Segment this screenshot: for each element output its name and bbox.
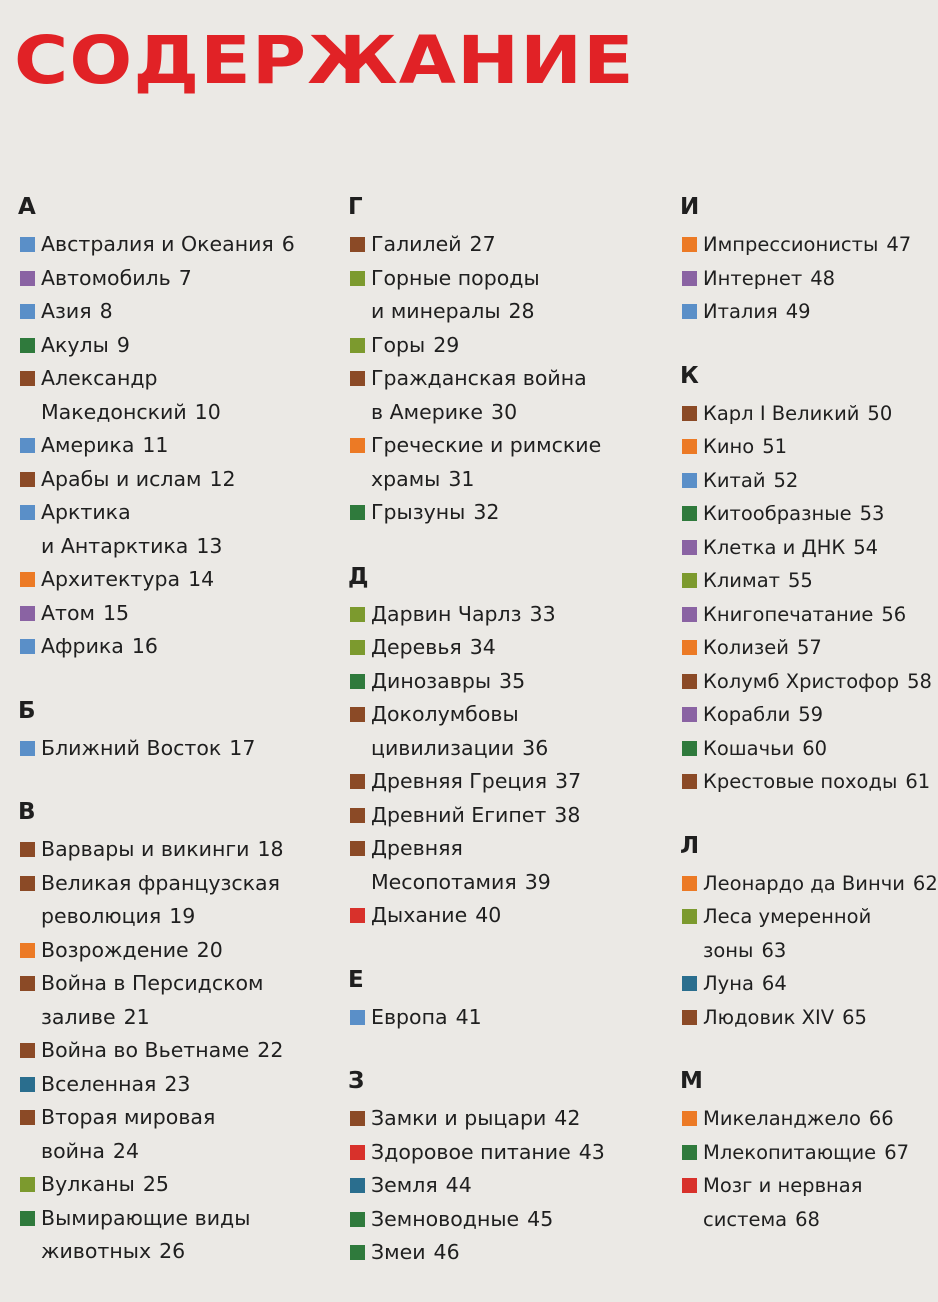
toc-entry[interactable] [348,262,648,329]
toc-entry[interactable] [348,1203,648,1237]
entry-title: Дыхание [371,903,468,927]
category-color-square [682,1111,697,1126]
entry-page-number: 59 [798,703,824,726]
entry-title: Великая французская революция [41,870,280,928]
toc-entry[interactable] [18,496,318,563]
toc-entry[interactable] [680,531,920,565]
entry-title: Архитектура [41,567,181,591]
entry-page-number: 18 [257,837,284,861]
entry-title: Акулы [41,332,109,357]
toc-entry[interactable] [348,832,648,899]
entry-title: Людовик XIV [703,1005,835,1029]
entry-title: Клетка и ДНК [703,535,846,559]
toc-section [348,192,648,530]
entry-title: Мозг и нервная система [703,1174,863,1231]
entry-page-number: 67 [884,1140,910,1164]
entry-page-number: 55 [788,569,813,592]
toc-entry[interactable] [348,362,648,429]
entry-page-number: 41 [455,1004,482,1029]
category-color-square [20,304,35,319]
entry-page-number: 30 [491,399,518,424]
category-color-square [682,876,697,891]
entry-page-number: 11 [142,433,169,457]
toc-entry[interactable] [680,665,932,699]
category-color-square [20,639,35,654]
entry-page-number: 64 [761,972,787,995]
entry-title: Деревья [371,635,462,659]
entry-title: Арктика и Антарктика [41,500,189,558]
category-color-square [20,1110,35,1125]
category-color-square [20,338,35,353]
entry-page-number: 21 [123,1004,150,1029]
category-color-square [20,1043,35,1058]
category-color-square [20,976,35,991]
entry-page-number: 49 [785,300,811,323]
toc-section [680,192,920,329]
entry-title: Вулканы [41,1172,135,1196]
toc-entry[interactable] [348,1001,648,1035]
category-color-square [350,237,365,252]
toc-entry[interactable] [680,262,920,296]
entry-title: Карл I Великий [703,401,860,425]
toc-entry[interactable] [680,631,920,665]
entry-page-number: 8 [99,299,113,323]
category-color-square [682,909,697,924]
category-color-square [682,540,697,555]
entry-page-number: 16 [131,634,158,658]
category-color-square [682,674,697,689]
entry-page-number: 62 [912,871,938,895]
toc-entry[interactable] [680,900,920,967]
category-color-square [682,741,697,756]
toc-entry[interactable] [348,899,648,933]
entry-title: Луна [703,972,754,995]
entry-title: Древняя Греция [371,769,548,793]
toc-entry[interactable] [680,765,931,799]
category-color-square [350,607,365,622]
category-color-square [682,640,697,655]
category-color-square [20,1177,35,1192]
toc-entry[interactable] [680,967,920,1001]
category-color-square [682,976,697,991]
entry-page-number: 50 [867,401,893,425]
toc-entry[interactable] [18,329,318,363]
entry-title: Вторая мировая война [41,1105,216,1163]
toc-entry[interactable] [680,397,920,431]
toc-entry[interactable] [18,563,318,597]
entry-page-number: 40 [475,903,502,927]
toc-entry[interactable] [18,597,318,631]
category-color-square [20,505,35,520]
toc-entry[interactable] [18,833,318,867]
entry-page-number: 57 [796,636,822,659]
category-color-square [350,774,365,789]
entry-title: Арабы и ислам [41,466,202,491]
toc-entry[interactable] [348,698,648,765]
entry-page-number: 13 [196,533,223,558]
category-color-square [350,338,365,353]
section-letter: В [18,799,36,825]
entry-page-number: 26 [159,1239,186,1263]
category-color-square [682,707,697,722]
entry-title: Млекопитающие [703,1140,877,1164]
section-letter: Д [348,563,369,590]
toc-entry[interactable] [18,732,318,766]
category-color-square [20,371,35,386]
section-letter: И [680,194,700,220]
category-color-square [682,607,697,622]
entry-page-number: 25 [142,1172,169,1196]
toc-entry[interactable] [18,867,318,934]
category-color-square [350,1212,365,1227]
entry-page-number: 68 [795,1207,820,1231]
toc-entry[interactable] [348,1102,648,1136]
entry-page-number: 66 [868,1107,894,1130]
entry-title: Леса умеренной зоны [703,905,872,962]
category-color-square [350,640,365,655]
category-color-square [682,774,697,789]
toc-entry[interactable] [680,1102,920,1136]
toc-entry[interactable] [348,598,648,632]
category-color-square [682,406,697,421]
category-color-square [20,438,35,453]
entry-title: Земноводные [371,1206,520,1231]
section-letter: Г [348,194,363,220]
toc-entry[interactable] [18,362,318,429]
toc-entry[interactable] [348,496,648,530]
toc-section [680,1066,920,1236]
category-color-square [20,741,35,756]
toc-entry[interactable] [680,732,920,766]
toc-entry[interactable] [18,1068,318,1102]
entry-page-number: 46 [433,1240,460,1264]
entry-page-number: 47 [886,233,912,256]
toc-entry[interactable] [18,429,318,463]
category-color-square [682,237,697,252]
entry-title: Колизей [703,636,789,659]
entry-title: Австралия и Океания [41,232,274,256]
entry-title: Война во Вьетнаме [41,1038,250,1062]
entry-title: Галилей [371,232,462,256]
entry-page-number: 54 [853,535,879,559]
toc-section [18,797,318,1269]
category-color-square [682,506,697,521]
entry-title: Кошачьи [703,736,795,760]
category-color-square [350,674,365,689]
toc-entry[interactable] [348,1169,648,1203]
entry-page-number: 7 [178,265,192,290]
toc-column-3 [680,192,938,1268]
category-color-square [350,908,365,923]
category-color-square [350,1245,365,1260]
entry-page-number: 52 [773,468,799,492]
entry-page-number: 36 [522,735,549,760]
entry-title: Вымирающие виды животных [41,1205,251,1263]
entry-page-number: 29 [433,332,460,357]
category-color-square [20,472,35,487]
toc-entry[interactable] [680,497,920,531]
entry-page-number: 42 [554,1106,581,1130]
entry-title: Замки и рыцари [371,1106,547,1130]
category-color-square [682,439,697,454]
toc-entry[interactable] [680,867,938,901]
toc-entry[interactable] [18,228,318,262]
toc-entry[interactable] [18,934,318,968]
entry-title: Дарвин Чарлз [371,601,522,626]
category-color-square [20,943,35,958]
entry-title: Здоровое питание [371,1139,571,1164]
entry-title: Вселенная [41,1071,157,1096]
category-color-square [682,1010,697,1025]
category-color-square [350,808,365,823]
category-color-square [350,271,365,286]
toc-entry[interactable] [348,631,648,665]
entry-page-number: 9 [116,332,130,357]
toc-entry[interactable] [348,329,648,363]
entry-title: Импрессионисты [703,233,879,256]
toc-entry[interactable] [680,430,920,464]
toc-entry[interactable] [680,464,920,498]
category-color-square [682,1145,697,1160]
toc-entry[interactable] [18,1168,318,1202]
section-letter: А [18,194,36,220]
category-color-square [350,1178,365,1193]
entry-title: Древняя Месопотамия [371,836,517,894]
entry-title: Китообразные [703,502,852,525]
entry-page-number: 33 [529,601,556,626]
entry-title: Доколумбовы цивилизации [371,702,519,760]
entry-page-number: 19 [169,904,196,928]
entry-page-number: 43 [578,1139,605,1164]
toc-entry[interactable] [348,1136,648,1170]
entry-title: Америка [41,433,135,457]
entry-title: Европа [371,1004,448,1029]
entry-title: Колумб Христофор [703,669,900,693]
entry-title: Земля [371,1173,438,1197]
entry-title: Варвары и викинги [41,837,250,861]
entry-page-number: 53 [859,502,885,525]
category-color-square [20,572,35,587]
category-color-square [20,237,35,252]
category-color-square [20,606,35,621]
toc-section [18,192,318,664]
toc-entry[interactable] [18,262,318,296]
category-color-square [682,573,697,588]
entry-title: Война в Персидском заливе [41,971,264,1029]
category-color-square [350,1111,365,1126]
entry-page-number: 44 [445,1173,472,1197]
toc-entry[interactable] [680,295,920,329]
toc-section [348,562,648,933]
toc-entry[interactable] [680,698,920,732]
entry-title: Грызуны [371,500,466,524]
entry-title: Возрождение [41,937,189,962]
category-color-square [20,842,35,857]
entry-page-number: 45 [527,1206,554,1231]
entry-title: Греческие и римские храмы [371,433,602,491]
category-color-square [350,1145,365,1160]
entry-page-number: 34 [469,635,496,659]
category-color-square [350,505,365,520]
toc-entry[interactable] [680,1136,920,1170]
entry-page-number: 39 [524,869,551,894]
entry-title: Горные породы и минералы [371,265,540,323]
entry-page-number: 24 [112,1138,140,1163]
entry-title: Африка [41,634,124,658]
toc-entry[interactable] [18,630,318,664]
toc-entry[interactable] [18,295,318,329]
entry-title: Интернет [703,266,803,290]
toc-section [680,831,938,1035]
entry-title: Китай [703,468,766,492]
entry-page-number: 60 [802,736,828,760]
category-color-square [350,1010,365,1025]
entry-title: Леонардо да Винчи [703,871,905,895]
entry-page-number: 23 [164,1071,191,1096]
toc-entry[interactable] [680,1001,920,1035]
entry-page-number: 51 [762,435,788,458]
section-letter: Б [18,697,36,724]
category-color-square [682,271,697,286]
toc-entry[interactable] [18,1034,318,1068]
entry-page-number: 20 [196,937,223,962]
entry-page-number: 28 [508,299,535,323]
toc-column-2 [348,192,648,1302]
toc-entry[interactable] [348,429,648,496]
category-color-square [682,473,697,488]
entry-title: Ближний Восток [41,735,222,760]
section-letter: Л [680,832,700,859]
category-color-square [682,304,697,319]
section-letter: К [680,362,699,389]
entry-title: Крестовые походы [703,770,898,793]
page-title: СОДЕРЖАНИЕ [14,22,635,99]
entry-title: Горы [371,332,426,357]
entry-page-number: 63 [761,938,787,962]
entry-title: Корабли [703,703,791,726]
toc-entry[interactable] [348,1236,648,1270]
section-letter: Е [348,966,364,993]
toc-entry[interactable] [18,1202,318,1269]
entry-page-number: 12 [209,466,236,491]
entry-title: Азия [41,299,92,323]
category-color-square [350,371,365,386]
entry-page-number: 35 [499,668,526,693]
entry-page-number: 22 [257,1038,284,1062]
entry-page-number: 14 [188,567,215,591]
entry-page-number: 6 [281,232,295,256]
entry-title: Гражданская война в Америке [371,366,587,424]
entry-page-number: 61 [905,770,931,793]
toc-section [18,696,318,766]
entry-page-number: 32 [473,500,500,524]
category-color-square [350,841,365,856]
entry-title: Древний Египет [371,802,547,827]
toc-entry[interactable] [348,765,648,799]
entry-page-number: 58 [907,669,932,693]
entry-page-number: 38 [554,802,581,827]
entry-title: Автомобиль [41,265,171,290]
entry-title: Италия [703,300,778,323]
toc-entry[interactable] [680,228,920,262]
entry-page-number: 48 [810,266,836,290]
category-color-square [350,707,365,722]
entry-title: Змеи [371,1240,426,1264]
entry-page-number: 31 [448,466,475,491]
section-letter: З [348,1068,365,1094]
toc-entry[interactable] [680,1169,920,1236]
toc-entry[interactable] [348,228,648,262]
toc-entry[interactable] [348,665,648,699]
entry-page-number: 10 [194,399,221,424]
entry-page-number: 27 [469,232,496,256]
entry-page-number: 17 [229,735,256,760]
toc-entry[interactable] [18,1101,318,1168]
entry-page-number: 37 [555,769,582,793]
category-color-square [350,438,365,453]
category-color-square [20,271,35,286]
entry-title: Динозавры [371,668,492,693]
entry-title: Климат [703,569,781,592]
section-letter: М [680,1068,703,1094]
toc-section [348,965,648,1035]
entry-title: Микеланджело [703,1107,861,1130]
entry-title: Александр Македонский [41,366,187,424]
entry-title: Атом [41,600,95,625]
toc-section [348,1066,648,1270]
toc-entry[interactable] [680,564,920,598]
toc-column-1 [18,192,318,1301]
category-color-square [20,876,35,891]
entry-page-number: 56 [881,602,907,626]
category-color-square [682,1178,697,1193]
category-color-square [20,1077,35,1092]
entry-title: Кино [703,435,755,458]
entry-title: Книгопечатание [703,602,874,626]
entry-page-number: 65 [842,1005,867,1029]
entry-page-number: 15 [102,600,130,625]
toc-entry[interactable] [18,967,318,1034]
category-color-square [20,1211,35,1226]
toc-entry[interactable] [18,463,318,497]
toc-section [680,361,932,799]
toc-entry[interactable] [680,598,920,632]
toc-entry[interactable] [348,799,648,833]
